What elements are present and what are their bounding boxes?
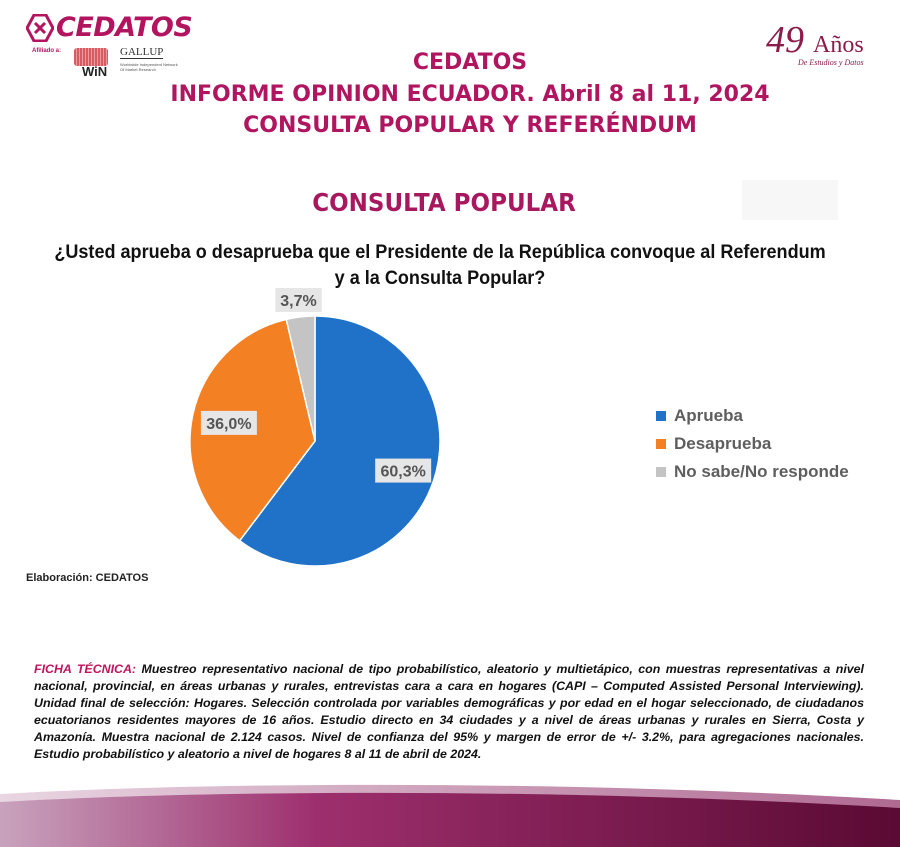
legend-swatch <box>656 467 666 477</box>
win-logo: WiN <box>82 64 108 79</box>
data-label-text: 60,3% <box>380 463 426 481</box>
legend-label: Desaprueba <box>674 434 772 453</box>
ficha-label: FICHA TÉCNICA: <box>34 662 137 676</box>
chart-title-line-2: y a la Consulta Popular? <box>334 268 546 289</box>
gallup-logo: GALLUP <box>120 46 164 58</box>
cedatos-emblem-icon <box>26 14 54 42</box>
header-line-3: CONSULTA POPULAR Y REFERÉNDUM <box>243 113 697 138</box>
win-note: Worldwide Independent Network Of Market Research <box>120 62 178 72</box>
legend-label: No sabe/No responde <box>674 462 849 481</box>
anniversary-subtitle: De Estudios y Datos <box>798 58 864 67</box>
legend-item-desaprueba <box>656 430 849 458</box>
data-label-aprueba <box>375 459 431 483</box>
ficha-tecnica <box>34 661 864 763</box>
header-line-1: CEDATOS <box>412 50 528 75</box>
footer-wave <box>0 778 900 847</box>
credit-text: Elaboración: CEDATOS <box>26 572 149 584</box>
logo-text: CEDATOS <box>56 12 193 43</box>
data-label-no-sabe <box>275 288 321 312</box>
legend-item-aprueba <box>656 402 849 430</box>
header-line-2: INFORME OPINION ECUADOR. Abril 8 al 11, 2024 <box>170 82 770 107</box>
legend-swatch <box>656 411 666 421</box>
data-label-desaprueba <box>201 411 257 435</box>
legend-item-no-sabe <box>656 458 849 486</box>
legend-label: Aprueba <box>674 406 743 425</box>
anniversary-word: Años <box>813 32 864 58</box>
legend-swatch <box>656 439 666 449</box>
section-title: CONSULTA POPULAR <box>312 188 576 217</box>
data-label-text: 36,0% <box>206 415 252 433</box>
ficha-text: Muestreo representativo nacional de tipo probabilístico, aleatorio y multietápico, con muestras representativas a nivel nacional, provincial, en áreas urbanas y rurales, entrevistas cara a cara en hogares (CAPI – Computed Assisted Personal Interviewing). Unidad final de selección: Hogares. Selección controlada por variables demográficas y por edad en el hogar seleccionado, de ciudadanos ecuatorianos residentes mayores de 16 años. Estudio directo en 34 ciudades y a nivel de áreas urbanas y rurales en Sierra, Costa y Amazonía. Muestra nacional de 2.124 casos. Nivel de confianza del 95% y margen de error de +/- 3.2%, para agregaciones nacionales. Estudio probabilístico y aleatorio a nivel de hogares 8 al 11 de abril de 2024. <box>34 662 864 761</box>
chart-title-line-1: ¿Usted aprueba o desaprueba que el Presidente de la República convoque al Referendum <box>54 242 826 263</box>
affiliate-label: Afiliado a: <box>32 48 62 54</box>
data-label-text: 3,7% <box>280 292 317 310</box>
pie-chart <box>180 285 460 575</box>
chart-legend <box>656 402 849 486</box>
anniversary-number: 49 <box>766 19 804 61</box>
